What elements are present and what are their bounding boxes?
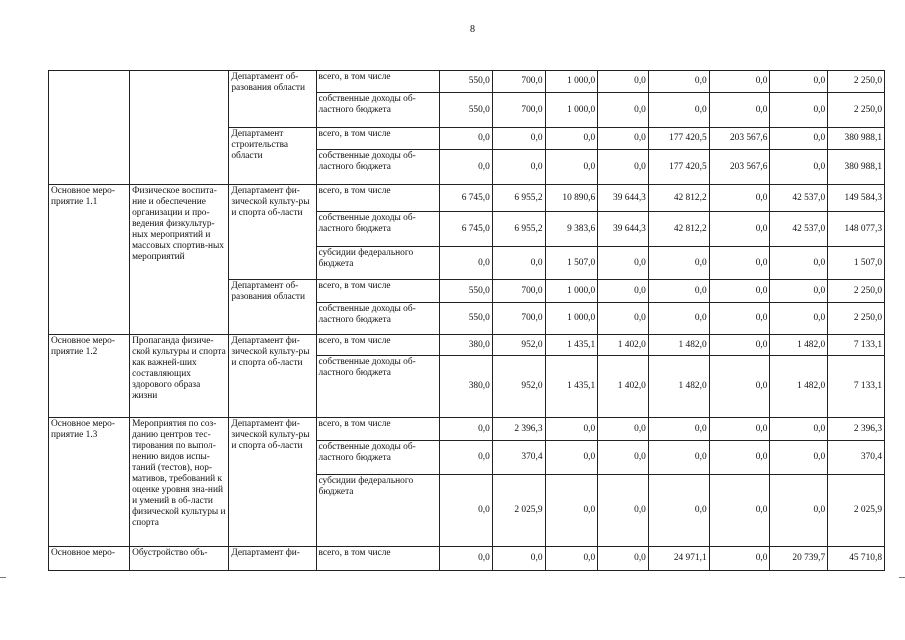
value-cell: 1 435,1	[545, 335, 598, 356]
value-cell: 6 745,0	[440, 212, 493, 247]
value-cell: 42 537,0	[770, 185, 828, 212]
total-cell: 45 710,8	[828, 547, 885, 571]
source-cell: собственные доходы об-ластного бюджета	[316, 303, 440, 335]
value-cell: 2 396,3	[492, 418, 545, 441]
event-name-cell: Обустройство объ-	[130, 547, 229, 571]
source-cell: всего, в том числе	[316, 71, 440, 93]
value-cell: 1 000,0	[545, 71, 598, 93]
value-cell: 0,0	[770, 418, 828, 441]
value-cell: 0,0	[598, 71, 649, 93]
value-cell: 0,0	[648, 441, 709, 475]
value-cell: 42 812,2	[648, 212, 709, 247]
value-cell: 20 739,7	[770, 547, 828, 571]
margin-mark-left	[0, 577, 6, 578]
source-cell: субсидии федерального бюджета	[316, 247, 440, 280]
value-cell: 0,0	[770, 71, 828, 93]
budget-table	[48, 70, 885, 571]
event-cell: Основное меро-приятие 1.3	[49, 418, 130, 547]
value-cell: 0,0	[770, 128, 828, 150]
value-cell: 0,0	[440, 441, 493, 475]
value-cell: 0,0	[709, 547, 770, 571]
table-row	[49, 335, 885, 356]
source-cell: всего, в том числе	[316, 128, 440, 150]
value-cell: 0,0	[709, 71, 770, 93]
value-cell: 10 890,6	[545, 185, 598, 212]
source-cell: собственные доходы об-ластного бюджета	[316, 93, 440, 128]
total-cell: 7 133,1	[828, 356, 885, 418]
value-cell: 2 025,9	[492, 475, 545, 547]
source-cell: собственные доходы об-ластного бюджета	[316, 150, 440, 185]
value-cell: 0,0	[709, 475, 770, 547]
table-row	[49, 71, 885, 93]
value-cell: 0,0	[770, 303, 828, 335]
value-cell: 0,0	[648, 303, 709, 335]
executor-cell: Департамент фи-зической культу-ры и спорта об-ласти	[229, 335, 316, 418]
value-cell: 700,0	[492, 303, 545, 335]
source-cell: всего, в том числе	[316, 335, 440, 356]
event-cell: Основное меро-приятие 1.1	[49, 185, 130, 335]
margin-mark-right	[899, 577, 905, 578]
value-cell: 0,0	[598, 475, 649, 547]
value-cell: 0,0	[709, 335, 770, 356]
value-cell: 0,0	[648, 93, 709, 128]
value-cell: 380,0	[440, 356, 493, 418]
value-cell: 370,4	[492, 441, 545, 475]
event-name-cell: Физическое воспита-ние и обеспечение организации и про-ведения физкультур-ных мероприятий и массовых спортив-ных мероприятий	[130, 185, 229, 335]
value-cell: 0,0	[598, 128, 649, 150]
total-cell: 370,4	[828, 441, 885, 475]
total-cell: 149 584,3	[828, 185, 885, 212]
value-cell: 0,0	[598, 303, 649, 335]
event-cell	[49, 71, 130, 185]
table-row	[49, 418, 885, 441]
value-cell: 177 420,5	[648, 150, 709, 185]
value-cell: 0,0	[709, 280, 770, 303]
value-cell: 0,0	[598, 150, 649, 185]
value-cell: 1 435,1	[545, 356, 598, 418]
value-cell: 0,0	[648, 71, 709, 93]
value-cell: 0,0	[440, 150, 493, 185]
value-cell: 1 507,0	[545, 247, 598, 280]
value-cell: 0,0	[709, 247, 770, 280]
value-cell: 9 383,6	[545, 212, 598, 247]
value-cell: 0,0	[709, 93, 770, 128]
event-cell: Основное меро-	[49, 547, 130, 571]
value-cell: 0,0	[598, 418, 649, 441]
total-cell: 2 250,0	[828, 303, 885, 335]
value-cell: 0,0	[598, 280, 649, 303]
event-cell: Основное меро-приятие 1.2	[49, 335, 130, 418]
total-cell: 380 988,1	[828, 128, 885, 150]
value-cell: 700,0	[492, 71, 545, 93]
total-cell: 1 507,0	[828, 247, 885, 280]
value-cell: 1 000,0	[545, 93, 598, 128]
value-cell: 39 644,3	[598, 212, 649, 247]
value-cell: 6 745,0	[440, 185, 493, 212]
value-cell: 0,0	[440, 418, 493, 441]
executor-cell: Департамент фи-зической культу-ры и спорта об-ласти	[229, 185, 316, 280]
value-cell: 0,0	[598, 93, 649, 128]
source-cell: собственные доходы об-ластного бюджета	[316, 356, 440, 418]
value-cell: 0,0	[709, 356, 770, 418]
value-cell: 6 955,2	[492, 185, 545, 212]
value-cell: 1 402,0	[598, 356, 649, 418]
total-cell: 2 250,0	[828, 93, 885, 128]
value-cell: 203 567,6	[709, 128, 770, 150]
value-cell: 700,0	[492, 93, 545, 128]
source-cell: собственные доходы об-ластного бюджета	[316, 212, 440, 247]
value-cell: 0,0	[545, 150, 598, 185]
value-cell: 203 567,6	[709, 150, 770, 185]
value-cell: 380,0	[440, 335, 493, 356]
value-cell: 0,0	[648, 418, 709, 441]
value-cell: 0,0	[492, 128, 545, 150]
value-cell: 0,0	[770, 150, 828, 185]
value-cell: 1 000,0	[545, 303, 598, 335]
value-cell: 1 482,0	[648, 356, 709, 418]
value-cell: 0,0	[598, 441, 649, 475]
value-cell: 0,0	[440, 247, 493, 280]
value-cell: 0,0	[709, 303, 770, 335]
executor-cell: Департамент об-разования области	[229, 280, 316, 335]
table-row	[49, 185, 885, 212]
table-row	[49, 547, 885, 571]
value-cell: 24 971,1	[648, 547, 709, 571]
value-cell: 550,0	[440, 303, 493, 335]
value-cell: 0,0	[709, 418, 770, 441]
value-cell: 0,0	[770, 93, 828, 128]
value-cell: 700,0	[492, 280, 545, 303]
source-cell: субсидии федерального бюджета	[316, 475, 440, 547]
value-cell: 0,0	[648, 247, 709, 280]
value-cell: 39 644,3	[598, 185, 649, 212]
value-cell: 550,0	[440, 280, 493, 303]
page-number: 8	[470, 24, 475, 35]
total-cell: 7 133,1	[828, 335, 885, 356]
value-cell: 177 420,5	[648, 128, 709, 150]
value-cell: 0,0	[648, 280, 709, 303]
source-cell: всего, в том числе	[316, 547, 440, 571]
value-cell: 0,0	[709, 185, 770, 212]
executor-cell: Департамент фи-зической культу-ры и спорта об-ласти	[229, 418, 316, 547]
value-cell: 0,0	[440, 547, 493, 571]
value-cell: 0,0	[545, 418, 598, 441]
value-cell: 550,0	[440, 71, 493, 93]
source-cell: всего, в том числе	[316, 185, 440, 212]
value-cell: 0,0	[598, 247, 649, 280]
value-cell: 0,0	[709, 441, 770, 475]
total-cell: 2 250,0	[828, 280, 885, 303]
source-cell: собственные доходы об-ластного бюджета	[316, 441, 440, 475]
value-cell: 0,0	[648, 475, 709, 547]
value-cell: 0,0	[545, 128, 598, 150]
value-cell: 0,0	[709, 212, 770, 247]
total-cell: 2 250,0	[828, 71, 885, 93]
executor-cell: Департамент строительства области	[229, 128, 316, 185]
total-cell: 380 988,1	[828, 150, 885, 185]
value-cell: 1 000,0	[545, 280, 598, 303]
value-cell: 952,0	[492, 356, 545, 418]
total-cell: 2 025,9	[828, 475, 885, 547]
value-cell: 0,0	[440, 475, 493, 547]
value-cell: 1 482,0	[770, 356, 828, 418]
executor-cell: Департамент об-разования области	[229, 71, 316, 128]
value-cell: 0,0	[770, 441, 828, 475]
source-cell: всего, в том числе	[316, 280, 440, 303]
value-cell: 0,0	[492, 547, 545, 571]
value-cell: 0,0	[492, 247, 545, 280]
value-cell: 0,0	[770, 475, 828, 547]
value-cell: 0,0	[598, 547, 649, 571]
value-cell: 0,0	[545, 475, 598, 547]
value-cell: 0,0	[545, 547, 598, 571]
value-cell: 1 482,0	[648, 335, 709, 356]
value-cell: 0,0	[440, 128, 493, 150]
event-name-cell	[130, 71, 229, 185]
value-cell: 0,0	[545, 441, 598, 475]
event-name-cell: Пропаганда физиче-ской культуры и спорта как важней-ших составляющих здорового образа жизни	[130, 335, 229, 418]
value-cell: 42 537,0	[770, 212, 828, 247]
value-cell: 0,0	[770, 247, 828, 280]
value-cell: 0,0	[492, 150, 545, 185]
source-cell: всего, в том числе	[316, 418, 440, 441]
value-cell: 952,0	[492, 335, 545, 356]
value-cell: 42 812,2	[648, 185, 709, 212]
total-cell: 148 077,3	[828, 212, 885, 247]
value-cell: 550,0	[440, 93, 493, 128]
event-name-cell: Мероприятия по соз-данию центров тес-тирования по выпол-нению видов испы-таний (тестов), нор-мативов, требований к оценке уровня зна-ний и умений в об-ласти физической культуры и спорта	[130, 418, 229, 547]
executor-cell: Департамент фи-	[229, 547, 316, 571]
value-cell: 6 955,2	[492, 212, 545, 247]
value-cell: 0,0	[770, 280, 828, 303]
total-cell: 2 396,3	[828, 418, 885, 441]
value-cell: 1 482,0	[770, 335, 828, 356]
value-cell: 1 402,0	[598, 335, 649, 356]
